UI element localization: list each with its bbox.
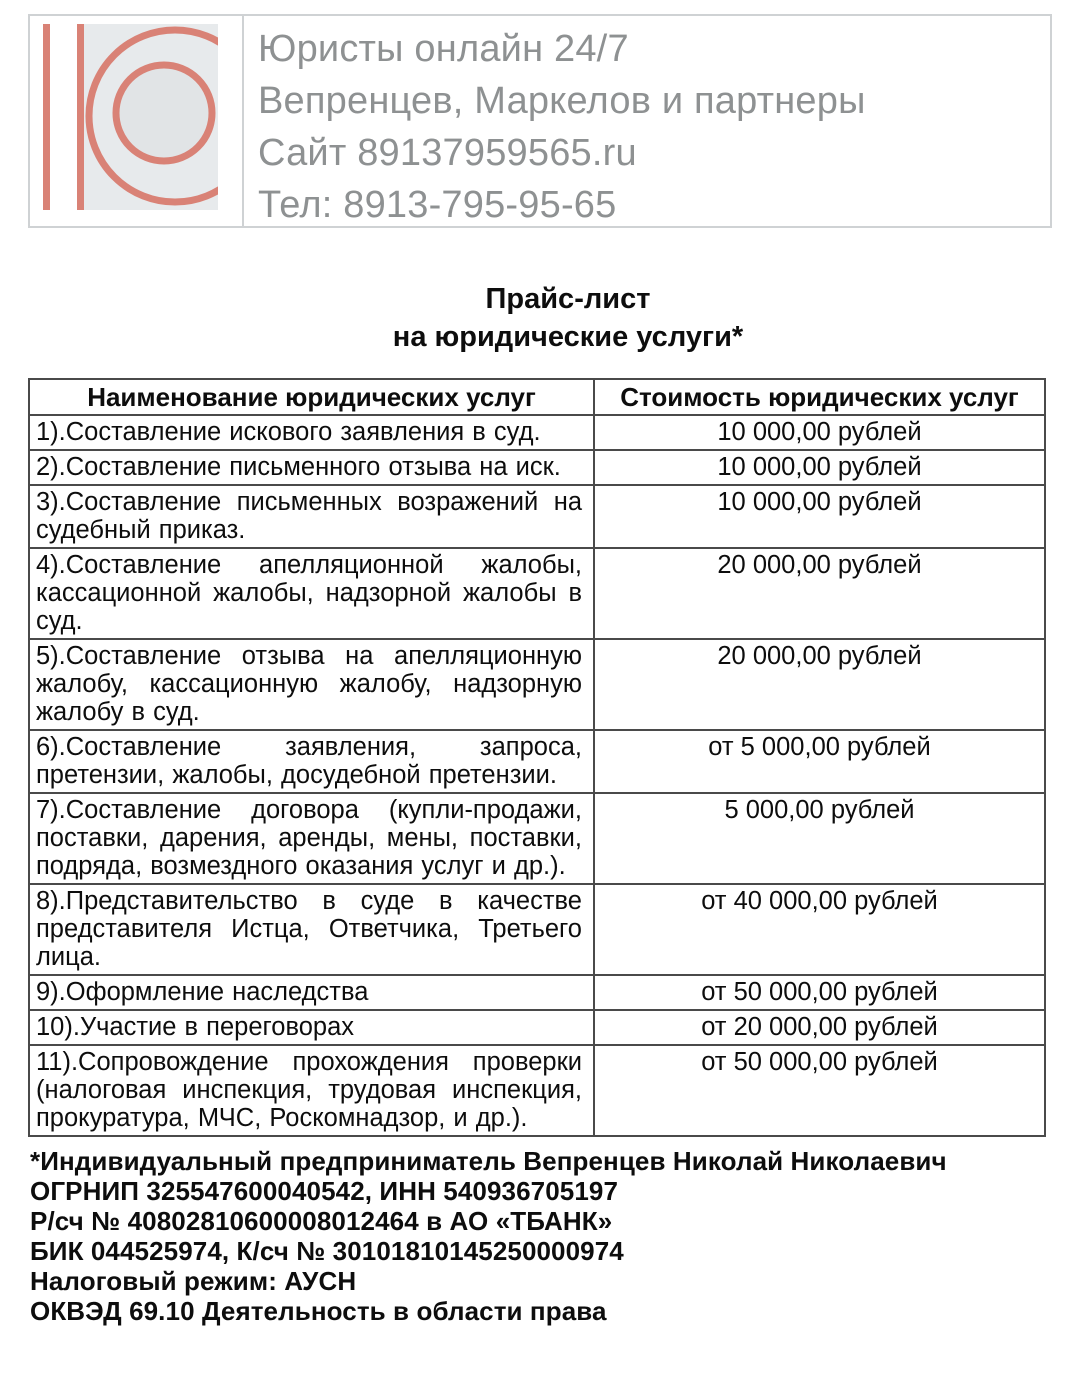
price-cell: от 5 000,00 рублей [594,730,1045,793]
table-row [29,639,1045,730]
price-cell: от 20 000,00 рублей [594,1010,1045,1045]
price-cell: от 40 000,00 рублей [594,884,1045,975]
document-title-line2: на юридические услуги* [392,321,744,353]
yu-monogram-icon [30,16,242,226]
column-header-service: Наименование юридических услуг [29,379,594,415]
service-cell: 4).Составление апелляционной жалобы, кассационной жалобы, надзорной жалобы в суд. [29,548,594,639]
company-contact-block [244,16,1050,226]
site-line: Сайт 89137959565.ru [258,132,637,174]
column-header-price: Стоимость юридических услуг [594,379,1045,415]
table-row [29,548,1045,639]
service-cell: 10).Участие в переговорах [29,1010,594,1045]
footer-entrepreneur-line: *Индивидуальный предприниматель Вепренцев Николай Николаевич [30,1146,947,1176]
table-row [29,730,1045,793]
price-cell: 10 000,00 рублей [594,450,1045,485]
service-cell: 1).Составление искового заявления в суд. [29,415,594,450]
footer-bik-line: БИК 044525974, К/сч № 30101810145250000974 [30,1236,624,1266]
company-header [28,14,1052,228]
footer-account-line: Р/сч № 40802810600008012464 в АО «ТБАНК» [30,1206,613,1236]
price-cell: 20 000,00 рублей [594,639,1045,730]
table-row [29,884,1045,975]
phone-line: Тел: 8913-795-95-65 [258,184,617,226]
footer-okved-line: ОКВЭД 69.10 Деятельность в области права [30,1296,607,1326]
footer-ogrnip-inn-line: ОГРНИП 325547600040542, ИНН 540936705197 [30,1176,619,1206]
service-cell: 9).Оформление наследства [29,975,594,1010]
table-row [29,793,1045,884]
service-cell: 5).Составление отзыва на апелляционную жалобу, кассационную жалобу, надзорную жалобу в суд. [29,639,594,730]
price-cell: от 50 000,00 рублей [594,1045,1045,1136]
price-cell: от 50 000,00 рублей [594,975,1045,1010]
service-cell: 3).Составление письменных возражений на судебный приказ. [29,485,594,548]
table-row [29,450,1045,485]
table-row [29,1045,1045,1136]
table-header-row [29,379,1045,415]
company-name: Юристы онлайн 24/7 [258,28,629,70]
footer-tax-regime-line: Налоговый режим: АУСН [30,1266,357,1296]
price-cell: 5 000,00 рублей [594,793,1045,884]
firm-name: Вепренцев, Маркелов и партнеры [258,80,866,122]
table-row [29,415,1045,450]
price-table [28,378,1046,1137]
table-row [29,1010,1045,1045]
service-cell: 7).Составление договора (купли-продажи, поставки, дарения, аренды, мены, поставки, подряда, возмездного оказания услуг и др.). [29,793,594,884]
price-cell: 10 000,00 рублей [594,485,1045,548]
document-title-line1: Прайс-лист [485,283,651,315]
table-row [29,485,1045,548]
table-row [29,975,1045,1010]
company-logo [30,16,244,226]
service-cell: 8).Представительство в суде в качестве представителя Истца, Ответчика, Третьего лица. [29,884,594,975]
service-cell: 6).Составление заявления, запроса, претензии, жалобы, досудебной претензии. [29,730,594,793]
requisites-footer [30,1146,947,1326]
document-title [28,280,1080,356]
service-cell: 11).Сопровождение прохождения проверки (налоговая инспекция, трудовая инспекция, прокуратура, МЧС, Роскомнадзор, и др.). [29,1045,594,1136]
service-cell: 2).Составление письменного отзыва на иск. [29,450,594,485]
price-cell: 10 000,00 рублей [594,415,1045,450]
price-cell: 20 000,00 рублей [594,548,1045,639]
